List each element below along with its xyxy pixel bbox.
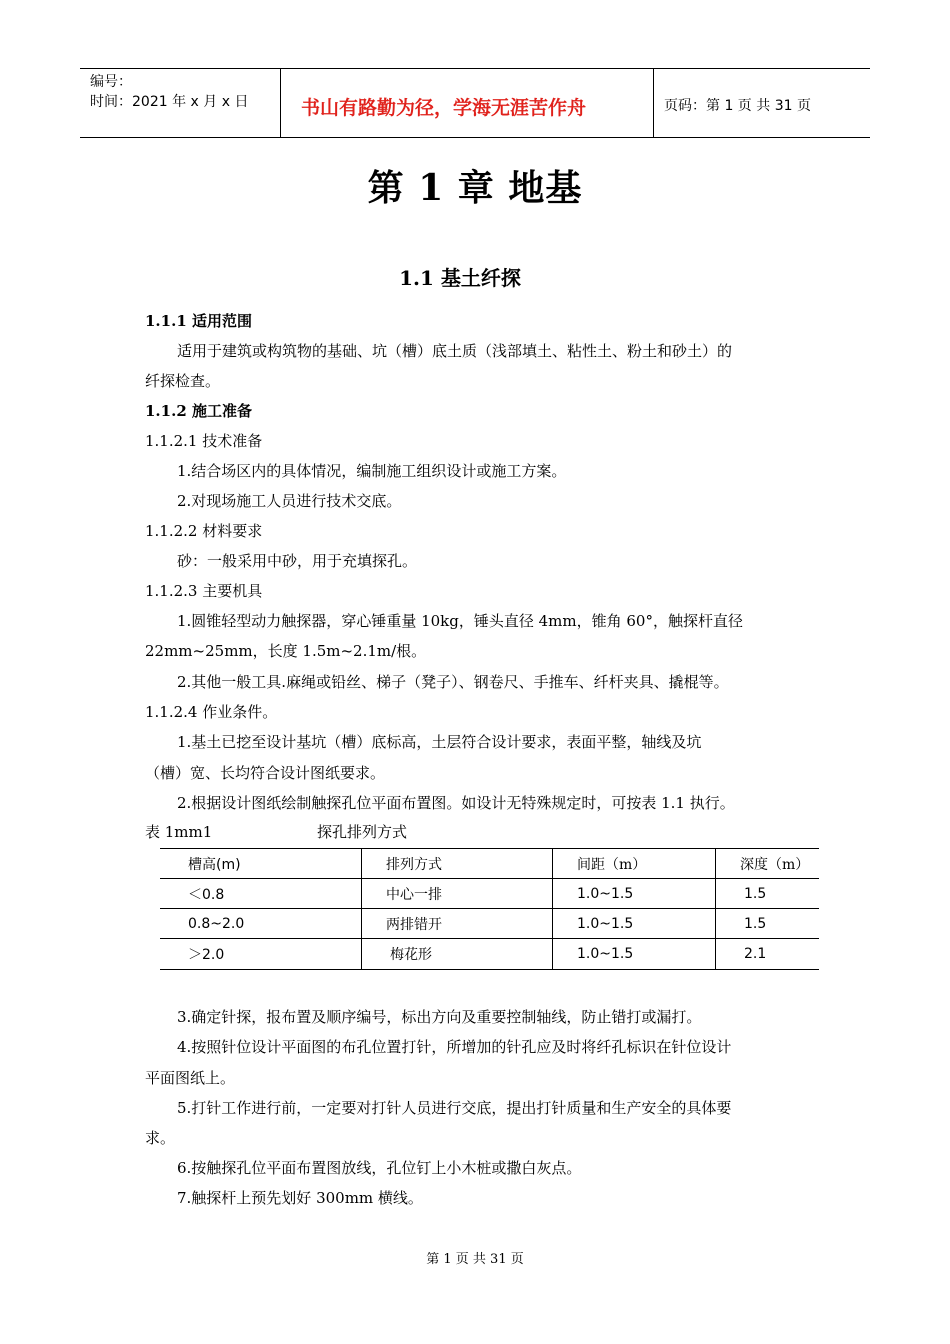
- table-row: [160, 939, 819, 970]
- table-header-cell: 排列方式: [362, 849, 553, 879]
- table-cell: 1.0~1.5: [553, 909, 716, 939]
- table-cell: ＞2.0: [160, 939, 362, 970]
- paragraph: 纤探检查。: [145, 372, 221, 390]
- table-cell: 1.5: [716, 909, 820, 939]
- header-page-cell: [654, 69, 870, 137]
- table-cell: 中心一排: [362, 879, 553, 909]
- paragraph: 4.按照针位设计平面图的布孔位置打针，所增加的针孔应及时将纤孔标识在针位设计: [177, 1038, 732, 1056]
- paragraph: 适用于建筑或构筑物的基础、坑（槽）底土质（浅部填土、粘性土、粉土和砂土）的: [177, 342, 733, 360]
- document-number-label: 编号：: [90, 74, 132, 90]
- paragraph: 1.结合场区内的具体情况，编制施工组织设计或施工方案。: [177, 462, 567, 480]
- paragraph: 1.圆锥轻型动力触探器，穿心锤重量 10kg，锤头直径 4mm，锥角 60°，触探杆直径: [177, 612, 743, 630]
- heading-1-1-2-3: 1.1.2.3 主要机具: [145, 582, 263, 600]
- heading-1-1-2-2: 1.1.2.2 材料要求: [145, 522, 263, 540]
- table-header-cell: 间距（m）: [553, 849, 716, 879]
- table-cell: 梅花形: [362, 939, 553, 970]
- table-number: 表 1mm1: [145, 823, 213, 841]
- paragraph: 1.基土已挖至设计基坑（槽）底标高，土层符合设计要求，表面平整，轴线及坑: [177, 733, 702, 751]
- table-cell: 2.1: [716, 939, 820, 970]
- paragraph: （槽）宽、长均符合设计图纸要求。: [145, 764, 386, 782]
- header-meta-cell: [80, 69, 281, 137]
- table-cell: 1.0~1.5: [553, 939, 716, 970]
- table-caption: 探孔排列方式: [317, 823, 408, 841]
- page-header: [80, 68, 870, 138]
- motto-text: 书山有路勤为径，学海无涯苦作舟: [301, 97, 587, 119]
- heading-1-1-2: 1.1.2 施工准备: [145, 402, 252, 420]
- table-cell: 两排错开: [362, 909, 553, 939]
- table-header-row: [160, 849, 819, 879]
- paragraph: 6.按触探孔位平面布置图放线，孔位钉上小木桩或撒白灰点。: [177, 1159, 582, 1177]
- paragraph: 砂：一般采用中砂，用于充填探孔。: [177, 552, 418, 570]
- table-header-cell: 槽高(m): [160, 849, 362, 879]
- heading-1-1-2-4: 1.1.2.4 作业条件。: [145, 703, 278, 721]
- paragraph: 2.根据设计图纸绘制触探孔位平面布置图。如设计无特殊规定时，可按表 1.1 执行。: [177, 794, 735, 812]
- chapter-title: 第 1 章 地基: [367, 167, 583, 209]
- table-cell: 1.5: [716, 879, 820, 909]
- heading-1-1-2-1: 1.1.2.1 技术准备: [145, 432, 263, 450]
- page-footer: 第 1 页 共 31 页: [426, 1252, 524, 1267]
- table-row: [160, 909, 819, 939]
- paragraph: 平面图纸上。: [145, 1069, 236, 1087]
- section-title: 1.1 基土纤探: [399, 266, 521, 290]
- paragraph: 22mm~25mm，长度 1.5m~2.1m/根。: [145, 642, 427, 660]
- table-cell: ＜0.8: [160, 879, 362, 909]
- paragraph: 7.触探杆上预先划好 300mm 横线。: [177, 1189, 423, 1207]
- table-cell: 0.8~2.0: [160, 909, 362, 939]
- table-cell: 1.0~1.5: [553, 879, 716, 909]
- hole-layout-table: [160, 848, 819, 970]
- heading-1-1-1: 1.1.1 适用范围: [145, 312, 252, 330]
- page-number-label: 页码：第 1 页 共 31 页: [664, 98, 811, 114]
- paragraph: 2.其他一般工具.麻绳或铅丝、梯子（凳子）、钢卷尺、手推车、纤杆夹具、撬棍等。: [177, 673, 729, 691]
- table-header-cell: 深度（m）: [716, 849, 820, 879]
- paragraph: 3.确定针探，报布置及顺序编号，标出方向及重要控制轴线，防止错打或漏打。: [177, 1008, 702, 1026]
- document-time-label: 时间：2021 年 x 月 x 日: [90, 94, 249, 110]
- paragraph: 5.打针工作进行前，一定要对打针人员进行交底，提出打针质量和生产安全的具体要: [177, 1099, 732, 1117]
- header-motto-cell: [281, 69, 654, 137]
- table-row: [160, 879, 819, 909]
- paragraph: 2.对现场施工人员进行技术交底。: [177, 492, 402, 510]
- paragraph: 求。: [145, 1129, 176, 1147]
